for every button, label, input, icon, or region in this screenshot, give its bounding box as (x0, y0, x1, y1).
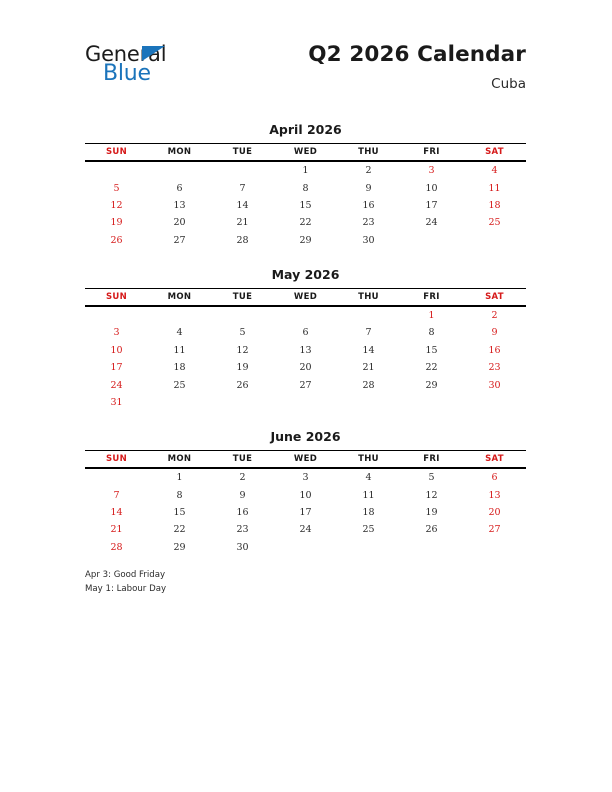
day-cell[interactable]: 17 (425, 199, 438, 211)
week-row (85, 342, 526, 359)
day-cell-empty (400, 232, 463, 249)
day-cell[interactable]: 7 (365, 327, 372, 339)
day-cell[interactable]: 26 (110, 234, 123, 246)
day-cell[interactable]: 14 (110, 507, 123, 519)
blue-triangle-icon (142, 46, 165, 61)
day-cell[interactable]: 10 (299, 489, 312, 501)
day-cell[interactable]: 10 (425, 182, 438, 194)
day-cell[interactable]: 28 (236, 234, 249, 246)
week-row (85, 179, 526, 196)
holiday-legend (85, 568, 526, 596)
day-cell[interactable]: 15 (425, 344, 438, 356)
day-cell-empty (148, 306, 211, 324)
week-row (85, 394, 526, 411)
day-cell[interactable]: 16 (236, 507, 249, 519)
day-cell[interactable]: 3 (113, 327, 120, 339)
day-cell[interactable]: 13 (173, 199, 186, 211)
day-cell[interactable]: 20 (173, 217, 186, 229)
month-grid (85, 143, 526, 249)
month-grid (85, 288, 526, 411)
day-cell-empty (463, 394, 526, 411)
day-cell[interactable]: 16 (362, 199, 375, 211)
day-cell[interactable]: 4 (365, 472, 372, 484)
day-cell[interactable]: 30 (236, 541, 249, 553)
day-cell[interactable]: 29 (425, 379, 438, 391)
day-cell[interactable]: 8 (176, 489, 183, 501)
day-cell[interactable]: 29 (173, 541, 186, 553)
weekday-header-sun: SUN (85, 288, 148, 306)
day-cell[interactable]: 4 (491, 165, 498, 177)
day-cell[interactable]: 9 (365, 182, 372, 194)
week-row (85, 161, 526, 179)
day-cell[interactable]: 11 (173, 344, 186, 356)
day-cell[interactable]: 8 (428, 327, 435, 339)
day-cell-empty (211, 394, 274, 411)
day-cell[interactable]: 8 (302, 182, 309, 194)
day-cell-empty (463, 539, 526, 556)
day-cell[interactable]: 14 (362, 344, 375, 356)
weekday-header-tue: TUE (211, 451, 274, 469)
day-cell[interactable]: 12 (425, 489, 438, 501)
day-cell[interactable]: 19 (425, 507, 438, 519)
week-row (85, 306, 526, 324)
week-row (85, 487, 526, 504)
day-cell[interactable]: 22 (173, 524, 186, 536)
month-title: May 2026 (271, 266, 340, 282)
week-row (85, 504, 526, 521)
legend-item: May 1: Labour Day (85, 584, 167, 594)
day-cell-holiday[interactable]: 1 (428, 310, 435, 322)
day-cell[interactable]: 9 (239, 489, 246, 501)
weekday-header-tue: TUE (211, 144, 274, 162)
day-cell[interactable]: 7 (239, 182, 246, 194)
day-cell[interactable]: 2 (491, 310, 498, 322)
weekday-header-mon: MON (148, 144, 211, 162)
day-cell[interactable]: 7 (113, 489, 120, 501)
day-cell-empty (337, 394, 400, 411)
day-cell[interactable]: 22 (425, 362, 438, 374)
day-cell[interactable]: 17 (299, 507, 312, 519)
day-cell[interactable]: 28 (110, 541, 123, 553)
day-cell[interactable]: 2 (365, 165, 372, 177)
day-cell[interactable]: 27 (488, 524, 501, 536)
day-cell[interactable]: 21 (236, 217, 249, 229)
weekday-header-fri: FRI (400, 288, 463, 306)
weekday-header-thu: THU (337, 288, 400, 306)
day-cell[interactable]: 18 (362, 507, 375, 519)
day-cell-empty (211, 161, 274, 179)
day-cell[interactable]: 11 (362, 489, 375, 501)
day-cell[interactable]: 25 (173, 379, 186, 391)
day-cell[interactable]: 27 (173, 234, 186, 246)
weekday-header-sun: SUN (85, 144, 148, 162)
day-cell[interactable]: 21 (110, 524, 123, 536)
day-cell[interactable]: 19 (110, 217, 123, 229)
day-cell[interactable]: 22 (299, 217, 312, 229)
day-cell[interactable]: 3 (302, 472, 309, 484)
day-cell[interactable]: 30 (362, 234, 375, 246)
day-cell-empty (85, 468, 148, 486)
day-cell[interactable]: 2 (239, 472, 246, 484)
weekday-header-mon: MON (148, 288, 211, 306)
day-cell[interactable]: 5 (239, 327, 246, 339)
day-cell-empty (85, 161, 148, 179)
week-row (85, 359, 526, 376)
day-cell[interactable]: 12 (110, 199, 123, 211)
day-cell[interactable]: 21 (362, 362, 375, 374)
week-row (85, 539, 526, 556)
weekday-header-wed: WED (274, 451, 337, 469)
day-cell[interactable]: 18 (488, 199, 501, 211)
day-cell[interactable]: 23 (236, 524, 249, 536)
day-cell-empty (274, 539, 337, 556)
weekday-header-wed: WED (274, 144, 337, 162)
day-cell[interactable]: 13 (488, 489, 501, 501)
weekday-header-row (85, 144, 526, 162)
day-cell[interactable]: 9 (491, 327, 498, 339)
day-cell[interactable]: 17 (110, 362, 123, 374)
day-cell-holiday[interactable]: 3 (428, 165, 435, 177)
weekday-header-fri: FRI (400, 451, 463, 469)
month-block (85, 429, 526, 556)
day-cell[interactable]: 11 (488, 182, 501, 194)
day-cell-empty (85, 306, 148, 324)
day-cell[interactable]: 14 (236, 199, 249, 211)
weekday-header-wed: WED (274, 288, 337, 306)
day-cell[interactable]: 23 (362, 217, 375, 229)
week-row (85, 324, 526, 341)
day-cell-empty (148, 161, 211, 179)
week-row (85, 468, 526, 486)
weekday-header-thu: THU (337, 144, 400, 162)
day-cell[interactable]: 1 (176, 472, 183, 484)
day-cell-empty (337, 306, 400, 324)
day-cell[interactable]: 29 (299, 234, 312, 246)
day-cell-empty (400, 394, 463, 411)
month-title: April 2026 (269, 122, 342, 137)
weekday-header-sat: SAT (463, 451, 526, 469)
month-list (85, 122, 526, 574)
weekday-header-mon: MON (148, 451, 211, 469)
logo-text-blue: Blue (103, 61, 151, 86)
day-cell-empty (337, 539, 400, 556)
day-cell[interactable]: 27 (299, 379, 312, 391)
weekday-header-fri: FRI (400, 144, 463, 162)
day-cell[interactable]: 1 (302, 165, 309, 177)
week-row (85, 197, 526, 214)
day-cell[interactable]: 20 (299, 362, 312, 374)
day-cell[interactable]: 15 (173, 507, 186, 519)
day-cell[interactable]: 24 (110, 379, 123, 391)
day-cell[interactable]: 25 (362, 524, 375, 536)
weekday-header-tue: TUE (211, 288, 274, 306)
month-title: June 2026 (270, 429, 341, 445)
day-cell-empty (463, 232, 526, 249)
day-cell-empty (400, 539, 463, 556)
day-cell[interactable]: 26 (236, 379, 249, 391)
day-cell-empty (274, 394, 337, 411)
day-cell[interactable]: 6 (302, 327, 309, 339)
country-subtitle: Cuba (491, 76, 526, 92)
logo-text-general: General (85, 42, 167, 66)
month-block (85, 122, 526, 249)
day-cell[interactable]: 19 (236, 362, 249, 374)
day-cell[interactable]: 20 (488, 507, 501, 519)
day-cell[interactable]: 12 (236, 344, 249, 356)
title-block (308, 42, 526, 94)
weekday-header-sun: SUN (85, 451, 148, 469)
day-cell[interactable]: 10 (110, 344, 123, 356)
week-row (85, 232, 526, 249)
month-grid (85, 450, 526, 556)
weekday-header-row (85, 288, 526, 306)
week-row (85, 376, 526, 393)
page-title: Q2 2026 Calendar (308, 42, 526, 67)
day-cell[interactable]: 16 (488, 344, 501, 356)
general-blue-logo (85, 42, 205, 94)
day-cell[interactable]: 15 (299, 199, 312, 211)
day-cell-empty (148, 394, 211, 411)
weekday-header-sat: SAT (463, 288, 526, 306)
day-cell[interactable]: 30 (488, 379, 501, 391)
page-header (85, 42, 526, 106)
day-cell-empty (211, 306, 274, 324)
weekday-header-thu: THU (337, 451, 400, 469)
day-cell[interactable]: 18 (173, 362, 186, 374)
day-cell[interactable]: 13 (299, 344, 312, 356)
week-row (85, 521, 526, 538)
day-cell[interactable]: 4 (176, 327, 183, 339)
weekday-header-row (85, 451, 526, 469)
weekday-header-sat: SAT (463, 144, 526, 162)
day-cell[interactable]: 31 (110, 396, 123, 408)
day-cell[interactable]: 24 (299, 524, 312, 536)
day-cell[interactable]: 28 (362, 379, 375, 391)
day-cell[interactable]: 23 (488, 362, 501, 374)
day-cell[interactable]: 5 (428, 472, 435, 484)
day-cell[interactable]: 24 (425, 217, 438, 229)
day-cell[interactable]: 6 (176, 182, 183, 194)
week-row (85, 214, 526, 231)
day-cell[interactable]: 6 (491, 472, 498, 484)
day-cell[interactable]: 5 (113, 182, 120, 194)
month-block (85, 267, 526, 411)
day-cell-empty (274, 306, 337, 324)
day-cell[interactable]: 25 (488, 217, 501, 229)
legend-item: Apr 3: Good Friday (85, 570, 166, 580)
day-cell[interactable]: 26 (425, 524, 438, 536)
